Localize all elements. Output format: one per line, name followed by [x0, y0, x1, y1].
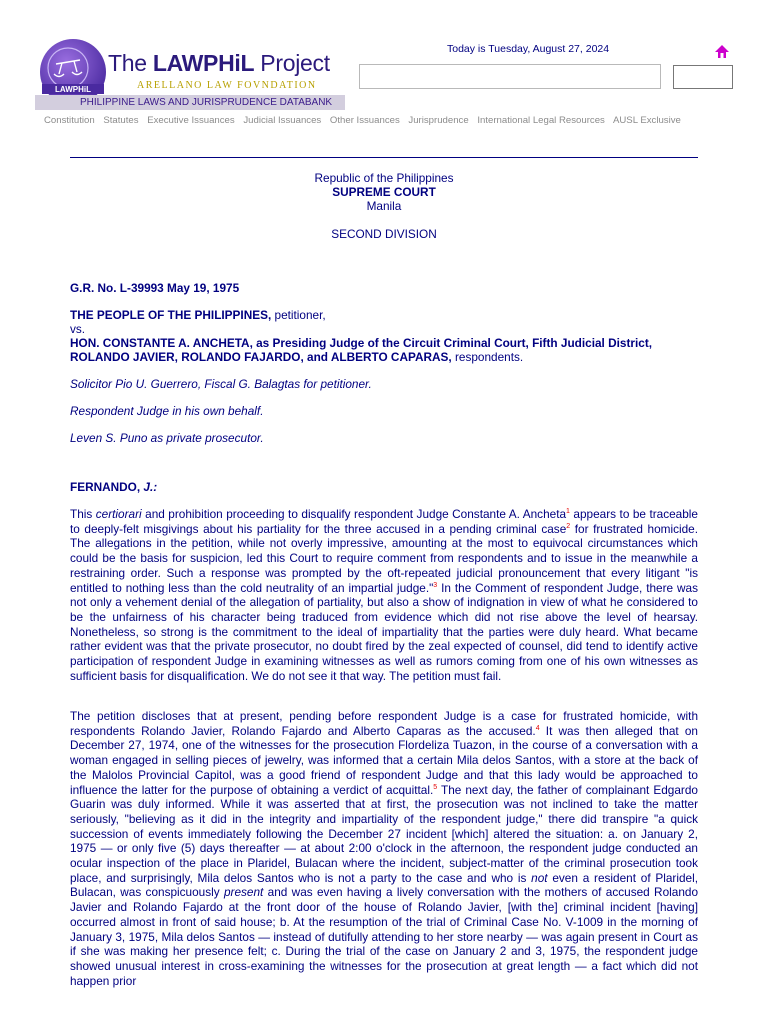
date-display: Today is Tuesday, August 27, 2024	[447, 43, 610, 55]
foundation-name: ARELLANO LAW FOVNDATION	[137, 80, 317, 91]
text-run-italic: present	[223, 885, 264, 900]
ponente	[70, 480, 698, 495]
text-run: The petition discloses that at present, pending before respondent Judge is a case for frustrated homicide, with respondents Rolando Javier, Rolando Fajardo and Alberto Caparas as the accused.	[70, 709, 698, 738]
respondents-role: respondents.	[451, 350, 524, 364]
nav-other-issuances[interactable]: Other Issuances	[329, 115, 400, 126]
main-nav	[44, 115, 687, 126]
title-prefix: The	[108, 50, 153, 76]
nav-executive-issuances[interactable]: Executive Issuances	[147, 115, 235, 126]
search-input[interactable]	[359, 64, 661, 89]
paragraph-1	[70, 507, 698, 683]
city-line: Manila	[366, 199, 402, 213]
text-run: even a resident of Plaridel, Bulacan, was conspicuously	[70, 870, 698, 900]
footnote-ref-5[interactable]: 5	[433, 783, 438, 791]
ponente-name: FERNANDO,	[70, 480, 141, 494]
text-run: This	[70, 507, 96, 521]
text-run: appears to be traceable to deeply-felt misgivings about his partiality for the three accused in a pending criminal case	[70, 507, 698, 536]
text-run: and prohibition proceeding to disqualify respondent Judge Constante A. Ancheta	[141, 507, 567, 521]
text-run-italic: certiorari	[95, 507, 142, 521]
petitioner-role: petitioner,	[271, 308, 326, 322]
footnote-ref-1[interactable]: 1	[566, 508, 570, 516]
title-suffix: Project	[254, 50, 330, 76]
nav-judicial-issuances[interactable]: Judicial Issuances	[243, 115, 322, 126]
text-run: The next day, the father of complainant Edgardo Guarin was duly informed. While it was asserted that at first, the prosecution was not inclined to take the matter seriously, "believing as it did in the integrity and impartiality of the respondent judge," there did transpire "a quick succession of events immediately following the December 27 incident [which] altered the situation: a. on January 2, 1975 — or only five (5) days thereafter — at about 2:00 o'clock in the afternoon, the respondent judge conducted an ocular inspection of the place in Plaridel, Bulacan where the incident, subject-matter of the criminal prosecution took place, and surprisingly, Mila delos Santos who is not a party to the case and who is	[70, 782, 698, 885]
counsel-private-prosecutor: Leven S. Puno as private prosecutor.	[70, 431, 264, 445]
search-button[interactable]	[673, 65, 733, 89]
text-run: and was even having a lively conversation with the mothers of accused Rolando Javier and Rolando Fajardo at the front door of the house of Rolando Javier, [with the] criminal incident [having] occurred almost in front of said house; b. At the resumption of the trial of Criminal Case No. V-1009 in the morning of January 3, 1975, Mila delos Santos — instead of dutifully attending to her store nearby — was again present in Court as if she was making her presence felt; c. During the trial of the case on January 2 and 3, 1975, the respondent judge showed unusual interest in cross-examining the witnesses for the prosecution at great length — a fact which did not happen prior	[70, 885, 698, 988]
nav-ausl-exclusive[interactable]: AUSL Exclusive	[612, 115, 681, 126]
logo-text: LAWPHiL	[55, 85, 91, 94]
header-divider	[70, 157, 698, 158]
text-run-italic: not	[531, 870, 548, 885]
counsel-respondent: Respondent Judge in his own behalf.	[70, 404, 264, 418]
division-line: SECOND DIVISION	[331, 227, 437, 241]
ponente-title: J.:	[140, 480, 158, 494]
footnote-ref-3[interactable]: 3	[433, 581, 438, 589]
case-number: G.R. No. L-39993 May 19, 1975	[70, 281, 240, 295]
court-heading	[70, 171, 698, 213]
footnote-ref-4[interactable]: 4	[535, 724, 540, 732]
respondents-names: HON. CONSTANTE A. ANCHETA, as Presiding Judge of the Circuit Criminal Court, Fifth Judicial District, ROLANDO JAVIER, ROLANDO FAJARDO, and ALBERTO CAPARAS,	[70, 336, 653, 364]
title-bold: LAWPHiL	[152, 50, 255, 76]
databank-banner: PHILIPPINE LAWS AND JURISPRUDENCE DATABANK	[35, 95, 345, 110]
footnote-ref-2[interactable]: 2	[566, 522, 571, 530]
nav-jurisprudence[interactable]: Jurisprudence	[408, 115, 469, 126]
nav-statutes[interactable]: Statutes	[103, 115, 139, 126]
site-title[interactable]	[108, 50, 330, 77]
case-parties	[70, 308, 698, 364]
republic-line: Republic of the Philippines	[314, 171, 454, 185]
petitioner-name: THE PEOPLE OF THE PHILIPPINES,	[70, 308, 272, 322]
text-run: It was then alleged that on December 27, 1974, one of the witnesses for the prosecution Flordeliza Tuazon, in the course of a conversation with a woman engaged in selling pieces of jewelry, was informed that a certain Mila delos Santos, with a store at the back of the Malolos Provincial Capitol, was a good friend of respondent Judge and that this lady would be approached to influence the latter for the purpose of obtaining a verdict of acquittal.	[70, 723, 698, 797]
text-run: In the Comment of respondent Judge, there was not only a vehement denial of the allegation of partiality, but also a show of indignation in view of what he considered to be the unfairness of his character being traduced from evidence which did not rise above the level of hearsay. Nonetheless, so strong is the commitment to the ideal of impartiality that the parties were duly heard. What became rather evident was that the private prosecutor, no doubt fired by the zeal expected of counsel, did tend to identify active participation of respondent Judge in examining witnesses as well as rumors coming from one of his own witnesses as sufficient basis for disqualification. We do not see it that way. The petition must fail.	[70, 580, 698, 683]
counsel-petitioner: Solicitor Pio U. Guerrero, Fiscal G. Balagtas for petitioner.	[70, 377, 372, 391]
versus: vs.	[70, 322, 86, 336]
nav-international-legal-resources[interactable]: International Legal Resources	[477, 115, 605, 126]
court-line: SUPREME COURT	[332, 185, 436, 199]
paragraph-2	[70, 709, 698, 988]
nav-constitution[interactable]: Constitution	[44, 115, 95, 126]
text-run: for frustrated homicide. The allegations in the petition, while not overly impressive, amounting at the most to equivocal circumstances which could be the basis for suspicion, led this Court to require comment from respondents and to issue in the meanwhile a restraining order. Such a response was prompted by the oft-repeated judicial pronouncement that every litigant "is entitled to nothing less than the cold neutrality of an impartial judge."	[70, 521, 698, 595]
home-icon[interactable]	[714, 43, 730, 59]
